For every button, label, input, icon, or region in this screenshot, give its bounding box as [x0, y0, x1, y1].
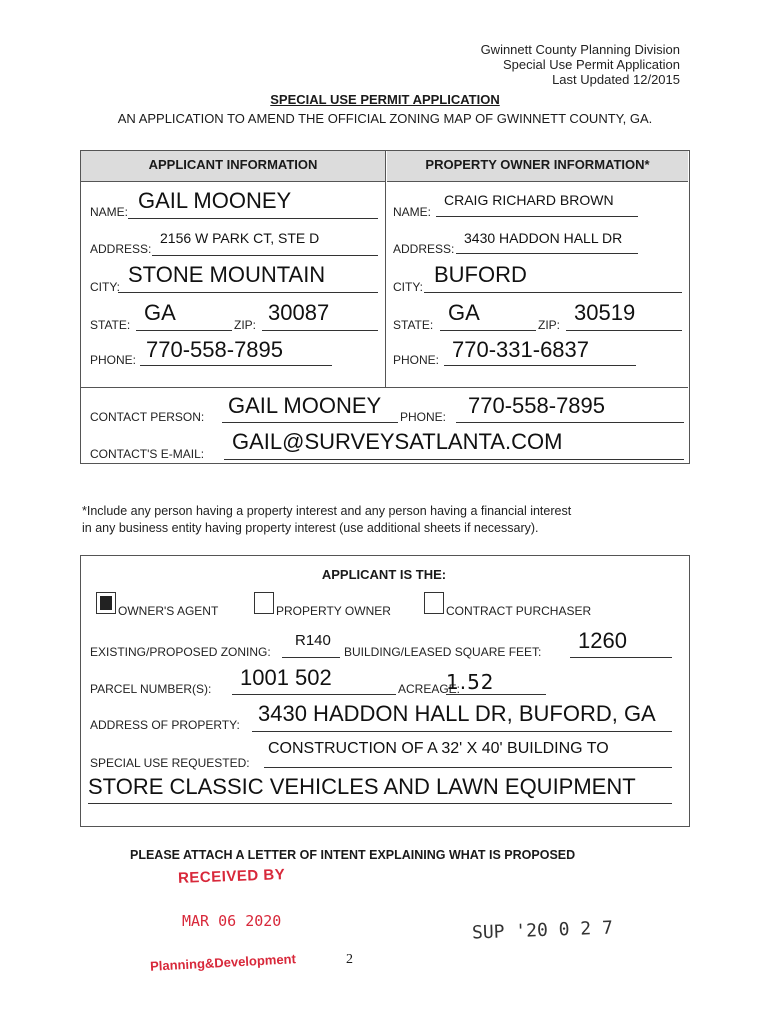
- applicant-zip-line: [262, 330, 378, 331]
- case-number-stamp: SUP '20 0 2 7: [471, 917, 614, 944]
- contract-purchaser-checkbox[interactable]: [424, 592, 444, 614]
- contact-email-line: [224, 459, 684, 460]
- attach-note: PLEASE ATTACH A LETTER OF INTENT EXPLAINING WHAT IS PROPOSED: [130, 848, 576, 862]
- applicant-state-label: STATE:: [90, 318, 131, 332]
- applicant-name-value[interactable]: GAIL MOONEY: [138, 188, 292, 213]
- footnote-line1: *Include any person having a property interest and any person having a financial interest: [82, 504, 572, 518]
- owners-agent-checkbox[interactable]: [96, 592, 116, 614]
- header-line1: Gwinnett County Planning Division: [480, 42, 680, 57]
- contact-person-line: [222, 422, 398, 423]
- owner-city-line: [424, 292, 682, 293]
- footnote-line2: in any business entity having property interest (use additional sheets if necessary).: [82, 521, 539, 535]
- owner-city-value[interactable]: BUFORD: [434, 262, 527, 287]
- applicant-phone-label: PHONE:: [90, 353, 137, 367]
- form-title: SPECIAL USE PERMIT APPLICATION: [270, 92, 500, 107]
- property-owner-label: PROPERTY OWNER: [276, 604, 391, 618]
- owner-zip-value[interactable]: 30519: [574, 300, 636, 325]
- owner-zip-label: ZIP:: [538, 318, 561, 332]
- acreage-label: ACREAGE:: [398, 682, 461, 696]
- applicant-address-value[interactable]: 2156 W PARK CT, STE D: [160, 230, 320, 246]
- special-use-value2[interactable]: STORE CLASSIC VEHICLES AND LAWN EQUIPMENT: [88, 774, 636, 799]
- zoning-label: EXISTING/PROPOSED ZONING:: [90, 645, 271, 659]
- zoning-value[interactable]: R140: [295, 632, 331, 649]
- property-address-value[interactable]: 3430 HADDON HALL DR, BUFORD, GA: [258, 701, 656, 726]
- property-address-line: [252, 731, 672, 732]
- applicant-city-label: CITY:: [90, 280, 121, 294]
- owner-city-label: CITY:: [393, 280, 424, 294]
- special-use-label: SPECIAL USE REQUESTED:: [90, 756, 250, 770]
- footnote: [82, 503, 571, 537]
- applicant-address-label: ADDRESS:: [90, 242, 152, 256]
- document-header: [481, 42, 680, 87]
- sqft-label: BUILDING/LEASED SQUARE FEET:: [344, 645, 542, 659]
- applicant-zip-value[interactable]: 30087: [268, 300, 330, 325]
- owners-agent-label: OWNER'S AGENT: [118, 604, 219, 618]
- contact-phone-label: PHONE:: [400, 410, 447, 424]
- header-line2: Special Use Permit Application: [502, 57, 680, 72]
- applicant-zip-label: ZIP:: [234, 318, 257, 332]
- parcel-label: PARCEL NUMBER(S):: [90, 682, 212, 696]
- column-divider: [385, 181, 386, 387]
- owner-state-line: [440, 330, 536, 331]
- applicant-phone-value[interactable]: 770-558-7895: [146, 337, 284, 362]
- sqft-value[interactable]: 1260: [578, 628, 627, 653]
- acreage-line: [446, 694, 546, 695]
- property-address-label: ADDRESS OF PROPERTY:: [90, 718, 240, 732]
- owner-phone-label: PHONE:: [393, 353, 440, 367]
- contact-phone-line: [456, 422, 684, 423]
- applicant-name-label: NAME:: [90, 205, 129, 219]
- owner-name-value[interactable]: CRAIG RICHARD BROWN: [444, 192, 614, 208]
- form-subtitle: AN APPLICATION TO AMEND THE OFFICIAL ZONING MAP OF GWINNETT COUNTY, GA.: [117, 111, 653, 126]
- contact-person-value[interactable]: GAIL MOONEY: [228, 393, 382, 418]
- owner-phone-value[interactable]: 770-331-6837: [452, 337, 590, 362]
- parcel-line: [232, 694, 396, 695]
- contact-person-label: CONTACT PERSON:: [90, 410, 205, 424]
- zoning-line: [282, 657, 340, 658]
- contact-email-value[interactable]: GAIL@SURVEYSATLANTA.COM: [232, 429, 563, 454]
- date-stamp: MAR 06 2020: [182, 912, 282, 930]
- contact-divider: [81, 387, 688, 388]
- sqft-line: [570, 657, 672, 658]
- applicant-city-value[interactable]: STONE MOUNTAIN: [128, 262, 326, 287]
- owner-name-label: NAME:: [393, 205, 432, 219]
- property-owner-checkbox[interactable]: [254, 592, 274, 614]
- owner-phone-line: [444, 365, 636, 366]
- applicant-address-line: [152, 255, 378, 256]
- applicant-is-heading: APPLICANT IS THE:: [321, 567, 447, 582]
- special-use-line1: [264, 767, 672, 768]
- contract-purchaser-label: CONTRACT PURCHASER: [446, 604, 592, 618]
- owner-heading: PROPERTY OWNER INFORMATION*: [387, 151, 688, 182]
- header-line3: Last Updated 12/2015: [552, 72, 680, 87]
- owner-zip-line: [566, 330, 682, 331]
- owner-state-value[interactable]: GA: [448, 300, 480, 325]
- applicant-heading: APPLICANT INFORMATION: [81, 151, 386, 182]
- owner-address-line: [456, 253, 638, 254]
- applicant-state-line: [136, 330, 232, 331]
- owner-name-line: [436, 216, 638, 217]
- applicant-city-line: [118, 292, 378, 293]
- acreage-value[interactable]: 1.52: [446, 670, 495, 694]
- applicant-phone-line: [140, 365, 332, 366]
- special-use-line2: [88, 803, 672, 804]
- special-use-value1[interactable]: CONSTRUCTION OF A 32' X 40' BUILDING TO: [268, 740, 609, 757]
- owner-address-label: ADDRESS:: [393, 242, 455, 256]
- owner-address-value[interactable]: 3430 HADDON HALL DR: [464, 230, 623, 246]
- department-stamp: Planning&Development: [149, 951, 297, 974]
- applicant-state-value[interactable]: GA: [144, 300, 176, 325]
- parcel-value[interactable]: 1001 502: [240, 665, 332, 690]
- contact-phone-value[interactable]: 770-558-7895: [468, 393, 606, 418]
- received-stamp: RECEIVED BY: [177, 866, 286, 887]
- applicant-name-line: [128, 218, 378, 219]
- contact-email-label: CONTACT'S E-MAIL:: [90, 447, 205, 461]
- owner-state-label: STATE:: [393, 318, 434, 332]
- page-number: 2: [346, 952, 353, 967]
